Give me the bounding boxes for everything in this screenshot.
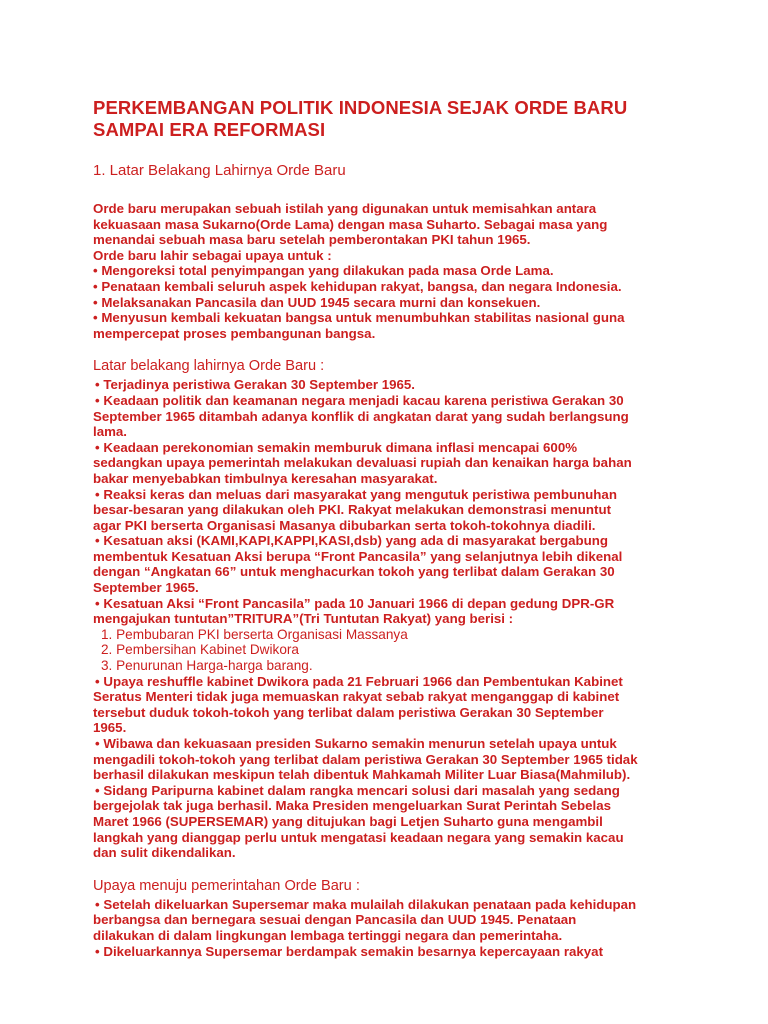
text-line: dilakukan di dalam lingkungan lembaga tertinggi negara dan pemerintaha.	[93, 927, 563, 943]
text-line: lama.	[93, 424, 128, 440]
text-line: membentuk Kesatuan Aksi berupa “Front Pancasila” yang selanjutnya lebih dikenal	[93, 548, 623, 564]
text-line: langkah yang dianggap perlu untuk mengatasi keadaan negara yang semakin kacau	[93, 829, 624, 845]
upaya-list	[93, 897, 693, 959]
text-line: besar-besaran yang dilakukan oleh PKI. Rakyat melakukan demonstrasi menuntut	[93, 502, 612, 518]
tritura-item: 3. Penurunan Harga-harga barang.	[101, 658, 313, 674]
text-line: Seratus Menteri tidak juga memuaskan rakyat sebab rakyat menganggap di kabinet	[93, 689, 620, 705]
document-title: PERKEMBANGAN POLITIK INDONESIA SEJAK ORDE BARU SAMPAI ERA REFORMASI	[93, 97, 628, 140]
text-line: kekuasaan masa Sukarno(Orde Lama) dengan masa Suharto. Sebagai masa yang	[93, 216, 608, 232]
document-page	[93, 97, 693, 959]
intro-paragraph	[93, 201, 693, 341]
bullet-line: • Kesatuan aksi (KAMI,KAPI,KAPPI,KASI,dsb) yang ada di masyarakat bergabung	[95, 533, 609, 549]
bullet-line: • Dikeluarkannya Supersemar berdampak semakin besarnya kepercayaan rakyat	[95, 943, 604, 959]
text-line: September 1965 ditambah adanya konflik di angkatan darat yang sudah berlangsung	[93, 408, 629, 424]
text-line: berhasil dilakukan meskipun telah dibentuk Mahkamah Militer Luar Biasa(Mahmilub).	[93, 767, 631, 783]
text-line: September 1965.	[93, 580, 199, 596]
text-line: bergejolak tak juga berhasil. Maka Presiden mengeluarkan Surat Perintah Sebelas	[93, 798, 612, 814]
bullet-line: • Setelah dikeluarkan Supersemar maka mulailah dilakukan penataan pada kehidupan	[95, 896, 637, 912]
text-line: dengan “Angkatan 66” untuk menghacurkan tokoh yang terlibat dalam Gerakan 30	[93, 564, 615, 580]
text-line: bakar menyebabkan timbulnya keresahan masyarakat.	[93, 470, 438, 486]
text-line: Orde baru lahir sebagai upaya untuk :	[93, 247, 332, 263]
tritura-item: 2. Pembersihan Kabinet Dwikora	[101, 642, 299, 658]
bullet-line: • Keadaan perekonomian semakin memburuk dimana inflasi mencapai 600%	[95, 439, 578, 455]
bullet-line: • Sidang Paripurna kabinet dalam rangka mencari solusi dari masalah yang sedang	[95, 782, 620, 798]
bullet-line: • Mengoreksi total penyimpangan yang dilakukan pada masa Orde Lama.	[93, 263, 554, 279]
text-line: mengajukan tuntutan”TRITURA”(Tri Tuntutan Rakyat) yang berisi :	[93, 611, 514, 627]
text-line: berbangsa dan bernegara sesuai dengan Pancasila dan UUD 1945. Penataan	[93, 912, 577, 928]
text-line: Orde baru merupakan sebuah istilah yang digunakan untuk memisahkan antara	[93, 201, 597, 216]
latar-belakang-list	[93, 377, 693, 860]
bullet-line: • Menyusun kembali kekuatan bangsa untuk menumbuhkan stabilitas nasional guna	[93, 310, 625, 326]
bullet-line: • Kesatuan Aksi “Front Pancasila” pada 10 Januari 1966 di depan gedung DPR-GR	[95, 595, 615, 611]
text-line: Maret 1966 (SUPERSEMAR) yang ditujukan bagi Letjen Suharto guna mengambil	[93, 813, 603, 829]
section-heading-latar-belakang: 1. Latar Belakang Lahirnya Orde Baru	[93, 162, 346, 179]
text-line: mempercepat proses pembangunan bangsa.	[93, 325, 376, 341]
text-line: menandai sebuah masa baru setelah pemberontakan PKI tahun 1965.	[93, 232, 531, 248]
bullet-line: • Penataan kembali seluruh aspek kehidupan rakyat, bangsa, dan negara Indonesia.	[93, 278, 622, 294]
subheading-upaya-orde-baru: Upaya menuju pemerintahan Orde Baru :	[93, 877, 360, 894]
text-line: sedangkan upaya pemerintah melakukan devaluasi rupiah dan kenaikan harga bahan	[93, 455, 632, 471]
text-line: tersebut duduk tokoh-tokoh yang terlibat dalam peristiwa Gerakan 30 September	[93, 704, 604, 720]
text-line: dan sulit dikendalikan.	[93, 845, 236, 861]
bullet-line: • Melaksanakan Pancasila dan UUD 1945 secara murni dan konsekuen.	[93, 294, 541, 310]
text-line: mengadili tokoh-tokoh yang terlibat dalam peristiwa Gerakan 30 September 1965 tidak	[93, 751, 638, 767]
subheading-latar-belakang-orde-baru: Latar belakang lahirnya Orde Baru :	[93, 358, 325, 375]
tritura-item: 1. Pembubaran PKI berserta Organisasi Massanya	[101, 626, 408, 642]
text-line: agar PKI berserta Organisasi Masanya dibubarkan serta tokoh-tokohnya diadili.	[93, 517, 596, 533]
bullet-line: • Wibawa dan kekuasaan presiden Sukarno semakin menurun setelah upaya untuk	[95, 736, 617, 751]
bullet-line: • Terjadinya peristiwa Gerakan 30 September 1965.	[95, 377, 415, 393]
text-line: 1965.	[93, 720, 127, 736]
bullet-line: • Reaksi keras dan meluas dari masyarakat yang mengutuk peristiwa pembunuhan	[95, 486, 617, 502]
bullet-line: • Upaya reshuffle kabinet Dwikora pada 21 Februari 1966 dan Pembentukan Kabinet	[95, 673, 623, 689]
bullet-line: • Keadaan politik dan keamanan negara menjadi kacau karena peristiwa Gerakan 30	[95, 392, 624, 408]
